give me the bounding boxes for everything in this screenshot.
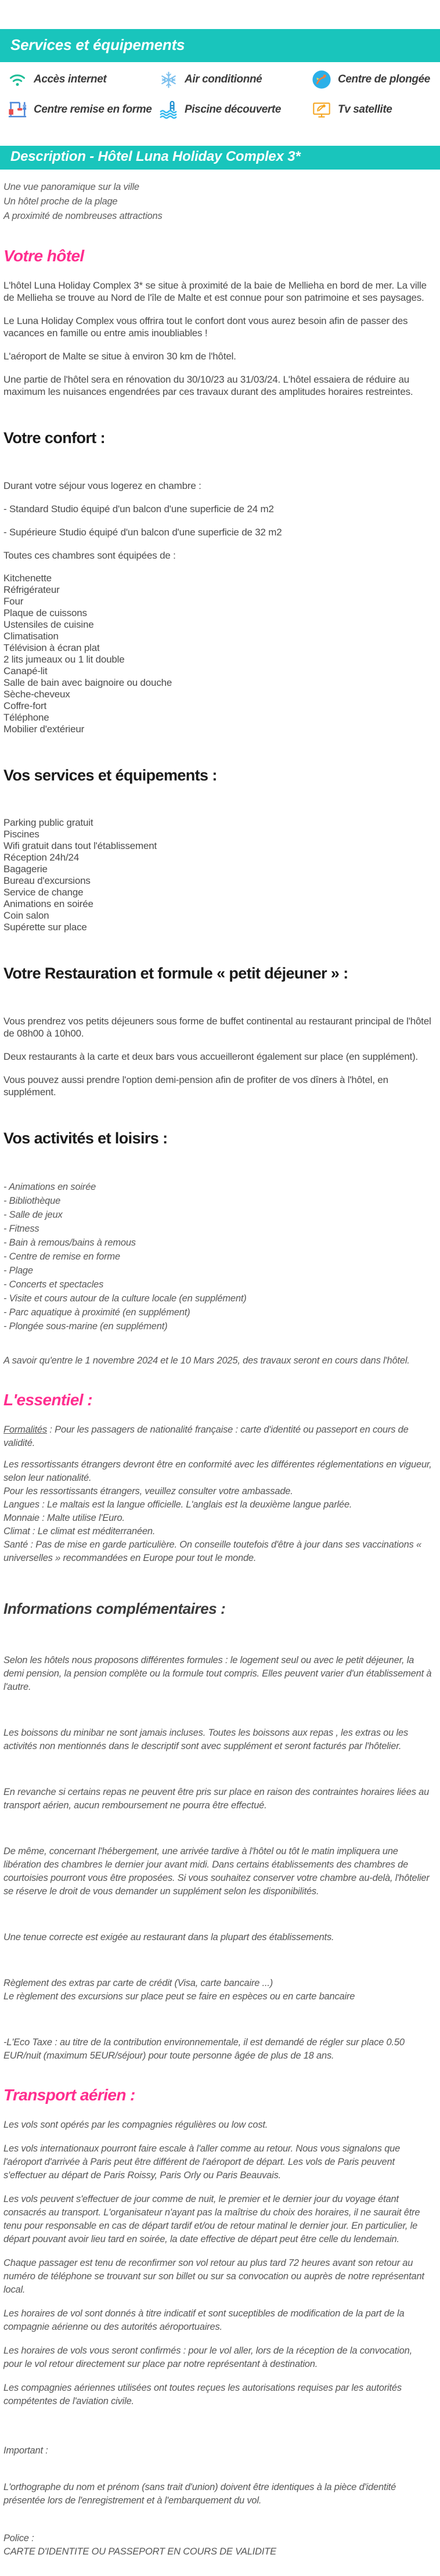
equipment-item: Salle de bain avec baignoire ou douche: [3, 677, 172, 688]
formalites-text: : Pour les passagers de nationalité française : carte d'identité ou passeport en cours de validité.: [3, 1424, 409, 1448]
info-paragraph: De même, concernant l'hébergement, une arrivée tardive à l'hôtel ou tôt le matin impliquera une libération des chambres le dernier jour avant midi. Dans certains établissements des chambres de courtoisies pourront vous être proposées. Si vous souhaitez conserver votre chambre au-delà, l'hôtelier se réserve le droit de vous demander un supplément selon les disponibilités.: [3, 1846, 430, 1897]
transport-paragraph: Les vols internationaux pourront faire escale à l'aller comme au retour. Nous vous signalons que l'aéroport d'arrivée à Paris peut être différent de l'aéroport de départ. Les vols de Paris peuvent s'effectuer au départ de Paris Roissy, Paris Orly ou Paris Beauvais.: [3, 2143, 401, 2181]
restauration-paragraph: Vous prendrez vos petits déjeuners sous forme de buffet continental au restaurant principal de l'hôtel de 08h00 à 10h00.: [3, 1016, 431, 1039]
section-heading-restauration: Votre Restauration et formule « petit déjeuner » :: [3, 965, 348, 982]
formalites-label: Formalités: [3, 1424, 48, 1435]
transport-paragraph: Les vols peuvent s'effectuer de jour comme de nuit, le premier et le dernier jour du voyage étant consacrés au transport. L'organisateur n'ayant pas la maîtrise du choix des horaires, il ne saurait être tenu pour responsable en cas de départ tardif et/ou de retour matinal le dernier jour. En particulier, le départ pouvant avoir lieu tard en soirée, la date effective de départ peut être celle du lendemain.: [3, 2194, 420, 2244]
hotel-highlights: [3, 180, 433, 224]
hotel-highlight: Une vue panoramique sur la ville: [3, 182, 139, 192]
service-item: Bureau d'excursions: [3, 875, 91, 886]
section-heading-votre-hotel: Votre hôtel: [3, 247, 84, 265]
amenity-diving: [311, 68, 440, 91]
hotel-highlight: Un hôtel proche de la plage: [3, 196, 118, 207]
section-heading-transport: Transport aérien :: [3, 2086, 135, 2104]
activity-item: - Plage: [3, 1265, 33, 1276]
hotel-paragraph: Une partie de l'hôtel sera en rénovation du 30/10/23 au 31/03/24. L'hôtel essaiera de réduire au maximum les nuisances engendrées par ces travaux durant des amplitudes horaires restreintes.: [3, 374, 413, 397]
amenity-label: Piscine découverte: [185, 103, 281, 116]
services-banner: Services et équipements: [0, 29, 440, 62]
activity-item: - Centre de remise en forme: [3, 1251, 120, 1262]
transport-block: [3, 2118, 433, 2559]
eco-tax-line: -L'Eco Taxe : au titre de la contribution environnementale, il est demandé de régler sur place 0.50 EUR/nuit (maximum 5EUR/séjour) pour toute personne âgée de plus de 18 ans.: [3, 2037, 405, 2061]
info-paragraph: Selon les hôtels nous proposons différentes formules : le logement seul ou avec le petit déjeuner, la demi pension, la pension complète ou la formule tout compris. Elles peuvent varier d'un établissement à l'autre.: [3, 1655, 432, 1692]
satellite-tv-icon: [311, 99, 332, 120]
essentiel-block: [3, 1423, 433, 1565]
room-option: - Supérieure Studio équipé d'un balcon d'une superficie de 32 m2: [3, 527, 282, 538]
essentiel-line: Langues : Le maltais est la langue officielle. L'anglais est la deuxième langue parlée.: [3, 1499, 352, 1510]
essentiel-line: Monnaie : Malte utilise l'Euro.: [3, 1513, 125, 1523]
formalites-line: [3, 1423, 433, 1450]
description-banner: Description - Hôtel Luna Holiday Complex 3*: [0, 146, 440, 170]
equipment-item: Canapé-lit: [3, 665, 48, 677]
hotel-highlight: A proximité de nombreuses attractions: [3, 211, 163, 221]
amenity-fitness: [7, 98, 158, 121]
hotel-paragraph: L'aéroport de Malte se situe à environ 30 km de l'hôtel.: [3, 351, 236, 362]
activity-item: - Animations en soirée: [3, 1182, 96, 1192]
essentiel-line: Climat : Le climat est méditerranéen.: [3, 1526, 156, 1537]
equipment-item: Climatisation: [3, 631, 59, 642]
amenity-label: Air conditionné: [185, 73, 262, 85]
service-item: Bagagerie: [3, 864, 48, 875]
payment-line: Règlement des extras par carte de crédit (Visa, carte bancaire ...): [3, 1978, 273, 1988]
essentiel-line: Santé : Pas de mise en garde particulière. On conseille toutefois d'être à jour dans ses vaccinations « universelles » recommandées en Europe pour tout le monde.: [3, 1539, 421, 1563]
infos-block: [3, 1654, 433, 2063]
equipment-item: Téléphone: [3, 712, 49, 723]
equipment-item: Plaque de cuissons: [3, 607, 87, 618]
equipment-item: Ustensiles de cuisine: [3, 619, 94, 630]
service-item: Réception 24h/24: [3, 852, 80, 863]
wifi-icon: [7, 69, 28, 90]
amenities-grid: [0, 62, 440, 121]
essentiel-line: Pour les ressortissants étrangers, veuillez consulter votre ambassade.: [3, 1486, 293, 1496]
service-item: Supérette sur place: [3, 922, 87, 933]
transport-paragraph: Les compagnies aériennes utilisées ont toutes reçues les autorisations requises par les autorités compétentes de l'aviation civile.: [3, 2383, 402, 2406]
service-item: Parking public gratuit: [3, 817, 93, 828]
police-label: Police :: [3, 2533, 34, 2543]
info-paragraph: En revanche si certains repas ne peuvent être pris sur place en raison des contraintes horaires liées au transport aérien, aucun remboursement ne pourra être effectué.: [3, 1787, 430, 1811]
hotel-paragraph: Le Luna Holiday Complex vous offrira tout le confort dont vous aurez besoin afin de passer des vacances en famille ou entre amis inoubliables !: [3, 315, 408, 339]
equipment-item: Kitchenette: [3, 573, 52, 584]
amenity-pool: [158, 98, 311, 121]
equipment-intro: Toutes ces chambres sont équipées de :: [3, 550, 176, 561]
transport-paragraph: Les horaires de vols vous seront confirmés : pour le vol aller, lors de la réception de la convocation, pour le vol retour directement sur place par notre représentant à destination.: [3, 2345, 412, 2369]
hotel-paragraph: L'hôtel Luna Holiday Complex 3* se situe à proximité de la baie de Mellieha en bord de mer. La ville de Mellieha se trouve au Nord de l'île de Malte et est connue pour son patrimoine et ses paysages.: [3, 280, 427, 303]
section-heading-essentiel: L'essentiel :: [3, 1391, 92, 1409]
equipment-item: Four: [3, 596, 24, 607]
activity-item: - Concerts et spectacles: [3, 1279, 104, 1290]
important-text: L'orthographe du nom et prénom (sans trait d'union) doivent être identiques à la pièce d'identité présentée lors de l'enregistrement et à l'embarquement du vol.: [3, 2482, 396, 2506]
amenity-label: Tv satellite: [338, 103, 392, 116]
transport-paragraph: Chaque passager est tenu de reconfirmer son vol retour au plus tard 72 heures avant son retour au numéro de téléphone se trouvant sur son billet ou sur sa convocation ou auprès de notre représentant local.: [3, 2258, 424, 2295]
activity-item: - Fitness: [3, 1224, 39, 1234]
confort-intro: Durant votre séjour vous logerez en chambre :: [3, 480, 201, 491]
activity-item: - Bibliothèque: [3, 1196, 61, 1206]
description-content: [0, 180, 440, 2576]
diving-icon: [311, 69, 332, 90]
activities-list: [3, 1180, 433, 1333]
amenity-satellite-tv: [311, 98, 440, 121]
service-item: Piscines: [3, 829, 39, 840]
section-heading-infos: Informations complémentaires :: [3, 1600, 226, 1617]
service-item: Wifi gratuit dans tout l'établissement: [3, 840, 157, 851]
service-item: Animations en soirée: [3, 898, 93, 909]
important-label: Important :: [3, 2445, 48, 2456]
fitness-icon: [7, 99, 28, 120]
service-item: Service de change: [3, 887, 84, 898]
equipment-item: Télévision à écran plat: [3, 642, 100, 653]
payment-line: Le règlement des excursions sur place peut se faire en espèces ou en carte bancaire: [3, 1991, 355, 2002]
pool-icon: [158, 99, 179, 120]
section-heading-votre-confort: Votre confort :: [3, 429, 105, 447]
amenity-internet: [7, 68, 158, 91]
amenity-label: Centre remise en forme: [34, 103, 152, 116]
room-equipment-list: [3, 573, 433, 735]
section-heading-activites: Vos activités et loisirs :: [3, 1129, 168, 1147]
equipment-item: 2 lits jumeaux ou 1 lit double: [3, 654, 125, 665]
hotel-services-list: [3, 817, 433, 933]
activity-item: - Salle de jeux: [3, 1210, 63, 1220]
activity-item: - Visite et cours autour de la culture locale (en supplément): [3, 1293, 247, 1304]
amenity-label: Centre de plongée: [338, 73, 430, 85]
room-option: - Standard Studio équipé d'un balcon d'une superficie de 24 m2: [3, 503, 274, 515]
transport-paragraph: Les vols sont opérés par les compagnies régulières ou low cost.: [3, 2120, 268, 2130]
info-paragraph: Les boissons du minibar ne sont jamais incluses. Toutes les boissons aux repas , les extras ou les activités non mentionnés dans le descriptif sont avec supplément et seront facturés par l'hôtelier.: [3, 1728, 408, 1751]
info-paragraph: Une tenue correcte est exigée au restaurant dans la plupart des établissements.: [3, 1932, 334, 1942]
equipment-item: Sèche-cheveux: [3, 689, 70, 700]
equipment-item: Réfrigérateur: [3, 584, 60, 595]
activity-item: - Plongée sous-marine (en supplément): [3, 1321, 168, 1332]
amenity-label: Accès internet: [34, 73, 107, 85]
activity-item: - Parc aquatique à proximité (en supplément): [3, 1307, 190, 1318]
transport-paragraph: Les horaires de vol sont donnés à titre indicatif et sont suceptibles de modification de la part de la compagnie aérienne ou des autorités aéroportuaires.: [3, 2308, 405, 2332]
equipment-item: Mobilier d'extérieur: [3, 724, 85, 735]
renovation-note: A savoir qu'entre le 1 novembre 2024 et le 10 Mars 2025, des travaux seront en cours dans l'hôtel.: [3, 1355, 410, 1366]
restauration-paragraph: Vous pouvez aussi prendre l'option demi-pension afin de profiter de vos dîners à l'hôtel, en supplément.: [3, 1074, 388, 1098]
service-item: Coin salon: [3, 910, 49, 921]
essentiel-line: Les ressortissants étrangers devront être en conformité avec les différentes réglementations en vigueur, selon leur nationalité.: [3, 1459, 432, 1483]
activity-item: - Bain à remous/bains à remous: [3, 1237, 136, 1248]
restauration-paragraph: Deux restaurants à la carte et deux bars vous accueilleront également sur place (en supplément).: [3, 1051, 419, 1062]
section-heading-vos-services: Vos services et équipements :: [3, 767, 217, 784]
snowflake-icon: [158, 69, 179, 90]
amenity-air-conditioning: [158, 68, 311, 91]
equipment-item: Coffre-fort: [3, 700, 47, 711]
police-requirement: CARTE D'IDENTITE OU PASSEPORT EN COURS DE VALIDITE: [3, 2546, 276, 2557]
